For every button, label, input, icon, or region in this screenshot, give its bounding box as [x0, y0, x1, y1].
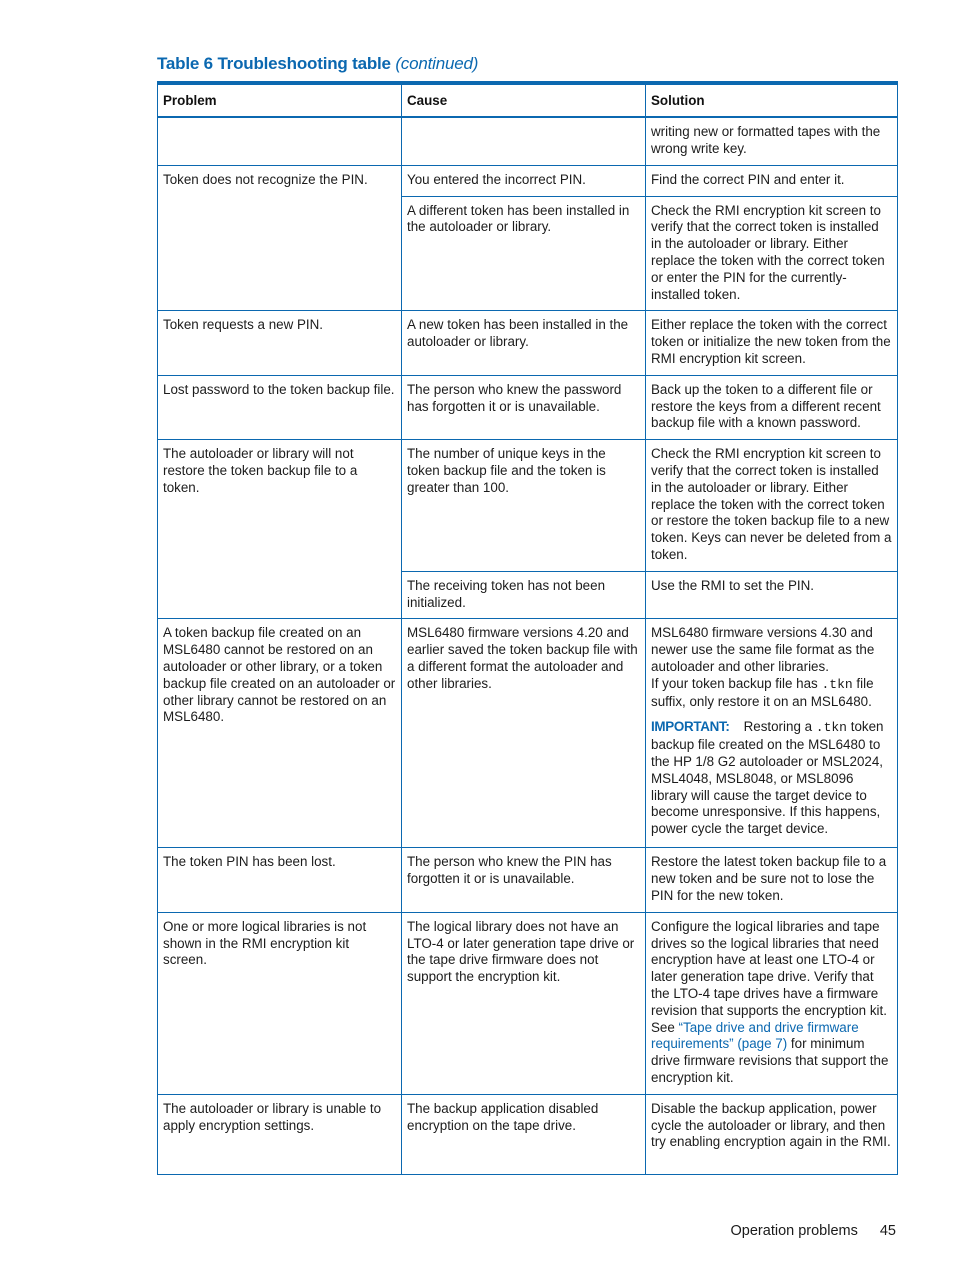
page-footer	[731, 1223, 896, 1239]
solution-cell	[646, 619, 898, 848]
solution-cell: Check the RMI encryption kit screen to verify that the correct token is installed in the autoloader or library. Either replace the token with the correct token or restore the token backup file to a new token. Keys can never be deleted from a token.	[646, 440, 898, 572]
cause-cell: The person who knew the password has forgotten it or is unavailable.	[402, 375, 646, 439]
cause-cell: A different token has been installed in the autoloader or library.	[402, 196, 646, 311]
solution-text: file suffix, only restore it on an MSL6480.	[651, 675, 874, 709]
table-header-row	[158, 83, 898, 117]
table-row	[158, 165, 898, 196]
problem-cell: The token PIN has been lost.	[158, 848, 402, 912]
solution-cell	[646, 912, 898, 1094]
solution-cell: Check the RMI encryption kit screen to verify that the correct token is installed in the autoloader or library. Either replace the token with the correct token or enter the PIN for the currently-installed token.	[646, 196, 898, 311]
solution-text: for minimum drive firmware revisions that support the encryption kit.	[651, 1036, 889, 1085]
solution-cell: Back up the token to a different file or restore the keys from a different recent backup file with a known password.	[646, 375, 898, 439]
file-suffix-code: .tkn	[821, 676, 853, 692]
problem-cell: Lost password to the token backup file.	[158, 375, 402, 439]
table-row	[158, 619, 898, 848]
firmware-requirements-link[interactable]: “Tape drive and drive firmware requirements” (page 7)	[651, 1019, 859, 1052]
column-header-cause: Cause	[402, 83, 646, 117]
table-row	[158, 848, 898, 912]
column-header-solution: Solution	[646, 83, 898, 117]
caption-continued: (continued)	[395, 54, 479, 73]
cause-cell: The logical library does not have an LTO-4 or later generation tape drive or the tape drive firmware does not support the encryption kit.	[402, 912, 646, 1094]
table-row	[158, 440, 898, 572]
table-row	[158, 375, 898, 439]
table-row	[158, 311, 898, 375]
problem-cell: Token does not recognize the PIN.	[158, 165, 402, 311]
problem-cell	[158, 117, 402, 165]
solution-cell: Restore the latest token backup file to a new token and be sure not to lose the PIN for the new token.	[646, 848, 898, 912]
solution-cell: writing new or formatted tapes with the wrong write key.	[646, 117, 898, 165]
solution-paragraph: MSL6480 firmware versions 4.30 and newer use the same file format as the autoloader and other libraries.	[651, 625, 875, 674]
cause-cell: The number of unique keys in the token backup file and the token is greater than 100.	[402, 440, 646, 572]
solution-cell: Disable the backup application, power cycle the autoloader or library, and then try enabling encryption again in the RMI.	[646, 1094, 898, 1174]
important-label: IMPORTANT:	[651, 719, 730, 735]
problem-cell: Token requests a new PIN.	[158, 311, 402, 375]
solution-cell: Find the correct PIN and enter it.	[646, 165, 898, 196]
solution-text: If your token backup file has	[651, 675, 822, 691]
table-row	[158, 912, 898, 1094]
table-row	[158, 117, 898, 165]
cause-cell: The person who knew the PIN has forgotten it or is unavailable.	[402, 848, 646, 912]
important-note	[651, 719, 892, 838]
solution-cell: Use the RMI to set the PIN.	[646, 571, 898, 619]
cause-cell: A new token has been installed in the autoloader or library.	[402, 311, 646, 375]
cause-cell: MSL6480 firmware versions 4.20 and earlier saved the token backup file with a different format the autoloader and other libraries.	[402, 619, 646, 848]
problem-cell: A token backup file created on an MSL6480 cannot be restored on an autoloader or other library, or a token backup file created on an autoloader or other library cannot be restored on an MSL6480.	[158, 619, 402, 848]
solution-cell: Either replace the token with the correct token or initialize the new token from the RMI encryption kit screen.	[646, 311, 898, 375]
cause-cell: The backup application disabled encryption on the tape drive.	[402, 1094, 646, 1174]
important-text: token backup file created on the MSL6480 to the HP 1/8 G2 autoloader or MSL2024, MSL4048, MSL8048, or MSL8096 library will cause the target device to become unresponsive. If this happens, power cycle the target device.	[651, 719, 884, 837]
solution-paragraph	[651, 676, 892, 711]
table-row	[158, 1094, 898, 1174]
important-text: Restoring a	[743, 719, 816, 735]
troubleshooting-table	[157, 81, 898, 1175]
cause-cell: You entered the incorrect PIN.	[402, 165, 646, 196]
file-suffix-code: .tkn	[815, 720, 847, 736]
problem-cell: One or more logical libraries is not shown in the RMI encryption kit screen.	[158, 912, 402, 1094]
problem-cell: The autoloader or library will not restore the token backup file to a token.	[158, 440, 402, 619]
page-number: 45	[879, 1223, 896, 1239]
problem-cell: The autoloader or library is unable to apply encryption settings.	[158, 1094, 402, 1174]
footer-section-title: Operation problems	[730, 1223, 858, 1239]
table-caption	[157, 54, 478, 74]
caption-label: Table 6 Troubleshooting table	[157, 54, 391, 73]
cause-cell	[402, 117, 646, 165]
column-header-problem: Problem	[158, 83, 402, 117]
cause-cell: The receiving token has not been initialized.	[402, 571, 646, 619]
solution-text: Configure the logical libraries and tape drives so the logical libraries that need encryption have at least one LTO-4 or later generation tape drive. Verify that the LTO-4 tape drives have a firmware revision that supports the encryption kit. See	[651, 918, 887, 1035]
